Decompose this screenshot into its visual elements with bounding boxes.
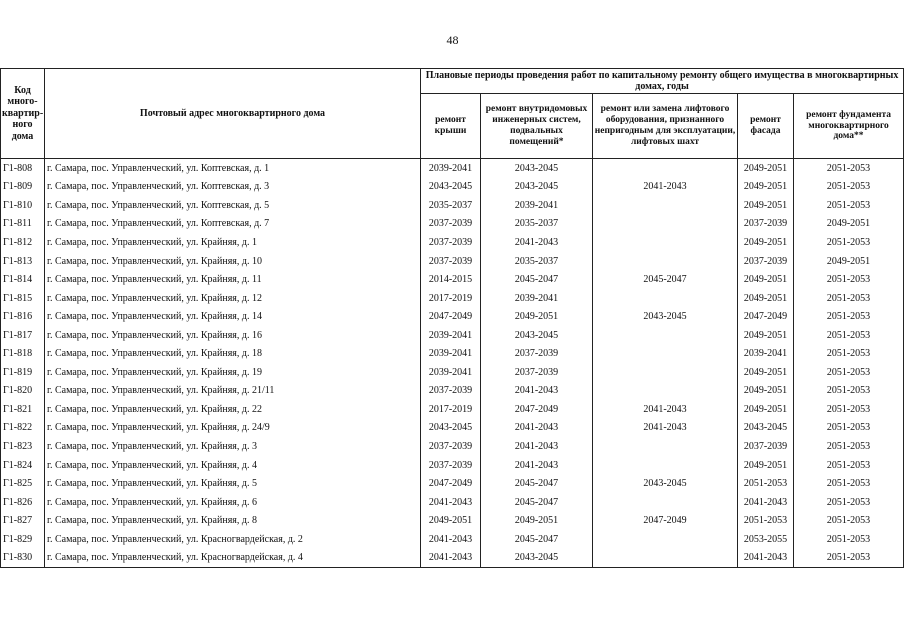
code-cell: Г1-810	[1, 196, 45, 215]
table-row	[1, 178, 904, 197]
address-cell: г. Самара, пос. Управленческий, ул. Крайняя, д. 18	[45, 344, 421, 363]
roof-cell: 2039-2041	[421, 344, 481, 363]
elevator-cell	[593, 363, 738, 382]
code-cell: Г1-816	[1, 307, 45, 326]
systems-cell: 2043-2045	[481, 326, 593, 345]
roof-cell: 2043-2045	[421, 419, 481, 438]
elevator-cell	[593, 196, 738, 215]
roof-cell: 2041-2043	[421, 530, 481, 549]
foundation-cell: 2051-2053	[794, 437, 904, 456]
systems-cell: 2037-2039	[481, 344, 593, 363]
code-cell: Г1-824	[1, 456, 45, 475]
foundation-cell: 2051-2053	[794, 344, 904, 363]
code-cell: Г1-812	[1, 233, 45, 252]
elevator-cell: 2047-2049	[593, 511, 738, 530]
table-row	[1, 326, 904, 345]
table-row	[1, 382, 904, 401]
systems-cell: 2049-2051	[481, 511, 593, 530]
elevator-cell	[593, 326, 738, 345]
elevator-cell: 2045-2047	[593, 270, 738, 289]
header-foundation: ремонт фундамента многоквартирного дома**	[794, 94, 904, 159]
roof-cell: 2035-2037	[421, 196, 481, 215]
foundation-cell: 2051-2053	[794, 289, 904, 308]
table-row	[1, 511, 904, 530]
elevator-cell	[593, 382, 738, 401]
foundation-cell: 2051-2053	[794, 548, 904, 567]
roof-cell: 2037-2039	[421, 382, 481, 401]
elevator-cell	[593, 289, 738, 308]
elevator-cell: 2041-2043	[593, 419, 738, 438]
systems-cell: 2041-2043	[481, 382, 593, 401]
foundation-cell: 2051-2053	[794, 511, 904, 530]
systems-cell: 2041-2043	[481, 233, 593, 252]
code-cell: Г1-823	[1, 437, 45, 456]
address-cell: г. Самара, пос. Управленческий, ул. Крайняя, д. 22	[45, 400, 421, 419]
foundation-cell: 2051-2053	[794, 270, 904, 289]
foundation-cell: 2051-2053	[794, 419, 904, 438]
header-periods: Плановые периоды проведения работ по капитальному ремонту общего имущества в многоквартирных домах, годы	[421, 69, 904, 94]
table-row	[1, 437, 904, 456]
table-row	[1, 233, 904, 252]
facade-cell: 2041-2043	[738, 548, 794, 567]
elevator-cell	[593, 548, 738, 567]
elevator-cell: 2041-2043	[593, 400, 738, 419]
roof-cell: 2039-2041	[421, 159, 481, 178]
systems-cell: 2043-2045	[481, 548, 593, 567]
table-row	[1, 307, 904, 326]
code-cell: Г1-811	[1, 215, 45, 234]
table-row	[1, 548, 904, 567]
foundation-cell: 2051-2053	[794, 493, 904, 512]
facade-cell: 2041-2043	[738, 493, 794, 512]
systems-cell: 2035-2037	[481, 252, 593, 271]
header-code: Код много-квартир-ного дома	[1, 69, 45, 159]
roof-cell: 2049-2051	[421, 511, 481, 530]
code-cell: Г1-808	[1, 159, 45, 178]
foundation-cell: 2051-2053	[794, 159, 904, 178]
code-cell: Г1-817	[1, 326, 45, 345]
table-row	[1, 530, 904, 549]
systems-cell: 2043-2045	[481, 159, 593, 178]
code-cell: Г1-819	[1, 363, 45, 382]
foundation-cell: 2051-2053	[794, 400, 904, 419]
roof-cell: 2017-2019	[421, 289, 481, 308]
facade-cell: 2043-2045	[738, 419, 794, 438]
foundation-cell: 2051-2053	[794, 307, 904, 326]
facade-cell: 2049-2051	[738, 456, 794, 475]
address-cell: г. Самара, пос. Управленческий, ул. Коптевская, д. 7	[45, 215, 421, 234]
systems-cell: 2035-2037	[481, 215, 593, 234]
address-cell: г. Самара, пос. Управленческий, ул. Крайняя, д. 4	[45, 456, 421, 475]
header-facade: ремонт фасада	[738, 94, 794, 159]
table-body	[1, 159, 904, 568]
table-row	[1, 363, 904, 382]
address-cell: г. Самара, пос. Управленческий, ул. Красногвардейская, д. 4	[45, 548, 421, 567]
foundation-cell: 2051-2053	[794, 233, 904, 252]
code-cell: Г1-826	[1, 493, 45, 512]
roof-cell: 2039-2041	[421, 363, 481, 382]
systems-cell: 2045-2047	[481, 493, 593, 512]
code-cell: Г1-815	[1, 289, 45, 308]
facade-cell: 2049-2051	[738, 178, 794, 197]
systems-cell: 2041-2043	[481, 437, 593, 456]
code-cell: Г1-814	[1, 270, 45, 289]
systems-cell: 2045-2047	[481, 270, 593, 289]
table-row	[1, 419, 904, 438]
roof-cell: 2037-2039	[421, 252, 481, 271]
address-cell: г. Самара, пос. Управленческий, ул. Коптевская, д. 5	[45, 196, 421, 215]
code-cell: Г1-829	[1, 530, 45, 549]
address-cell: г. Самара, пос. Управленческий, ул. Крайняя, д. 8	[45, 511, 421, 530]
address-cell: г. Самара, пос. Управленческий, ул. Коптевская, д. 3	[45, 178, 421, 197]
foundation-cell: 2049-2051	[794, 252, 904, 271]
foundation-cell: 2051-2053	[794, 178, 904, 197]
facade-cell: 2053-2055	[738, 530, 794, 549]
address-cell: г. Самара, пос. Управленческий, ул. Крайняя, д. 21/11	[45, 382, 421, 401]
roof-cell: 2014-2015	[421, 270, 481, 289]
facade-cell: 2049-2051	[738, 326, 794, 345]
roof-cell: 2043-2045	[421, 178, 481, 197]
table-row	[1, 400, 904, 419]
code-cell: Г1-827	[1, 511, 45, 530]
systems-cell: 2047-2049	[481, 400, 593, 419]
systems-cell: 2041-2043	[481, 419, 593, 438]
facade-cell: 2047-2049	[738, 307, 794, 326]
elevator-cell	[593, 159, 738, 178]
facade-cell: 2039-2041	[738, 344, 794, 363]
foundation-cell: 2051-2053	[794, 474, 904, 493]
elevator-cell	[593, 530, 738, 549]
facade-cell: 2051-2053	[738, 511, 794, 530]
foundation-cell: 2051-2053	[794, 530, 904, 549]
facade-cell: 2051-2053	[738, 474, 794, 493]
systems-cell: 2045-2047	[481, 474, 593, 493]
elevator-cell	[593, 493, 738, 512]
header-roof: ремонт крыши	[421, 94, 481, 159]
header-systems: ремонт внутридомовых инженерных систем, подвальных помещений*	[481, 94, 593, 159]
code-cell: Г1-813	[1, 252, 45, 271]
code-cell: Г1-818	[1, 344, 45, 363]
header-address: Почтовый адрес многоквартирного дома	[45, 69, 421, 159]
roof-cell: 2017-2019	[421, 400, 481, 419]
table-row	[1, 196, 904, 215]
systems-cell: 2043-2045	[481, 178, 593, 197]
table-row	[1, 474, 904, 493]
capital-repair-table	[0, 68, 904, 568]
facade-cell: 2049-2051	[738, 363, 794, 382]
elevator-cell	[593, 344, 738, 363]
facade-cell: 2049-2051	[738, 289, 794, 308]
foundation-cell: 2051-2053	[794, 382, 904, 401]
table-row	[1, 159, 904, 178]
systems-cell: 2037-2039	[481, 363, 593, 382]
address-cell: г. Самара, пос. Управленческий, ул. Крайняя, д. 10	[45, 252, 421, 271]
code-cell: Г1-822	[1, 419, 45, 438]
header-elevator: ремонт или замена лифтового оборудования, признанного непригодным для эксплуатации, лифтовых шахт	[593, 94, 738, 159]
elevator-cell	[593, 456, 738, 475]
code-cell: Г1-825	[1, 474, 45, 493]
elevator-cell	[593, 252, 738, 271]
table-row	[1, 344, 904, 363]
roof-cell: 2039-2041	[421, 326, 481, 345]
address-cell: г. Самара, пос. Управленческий, ул. Крайняя, д. 19	[45, 363, 421, 382]
address-cell: г. Самара, пос. Управленческий, ул. Крайняя, д. 14	[45, 307, 421, 326]
roof-cell: 2037-2039	[421, 233, 481, 252]
code-cell: Г1-809	[1, 178, 45, 197]
systems-cell: 2039-2041	[481, 196, 593, 215]
facade-cell: 2049-2051	[738, 382, 794, 401]
address-cell: г. Самара, пос. Управленческий, ул. Крайняя, д. 3	[45, 437, 421, 456]
address-cell: г. Самара, пос. Управленческий, ул. Красногвардейская, д. 2	[45, 530, 421, 549]
elevator-cell	[593, 437, 738, 456]
roof-cell: 2037-2039	[421, 456, 481, 475]
facade-cell: 2037-2039	[738, 437, 794, 456]
table-row	[1, 270, 904, 289]
roof-cell: 2037-2039	[421, 437, 481, 456]
roof-cell: 2037-2039	[421, 215, 481, 234]
code-cell: Г1-830	[1, 548, 45, 567]
address-cell: г. Самара, пос. Управленческий, ул. Крайняя, д. 5	[45, 474, 421, 493]
facade-cell: 2049-2051	[738, 233, 794, 252]
foundation-cell: 2049-2051	[794, 215, 904, 234]
address-cell: г. Самара, пос. Управленческий, ул. Крайняя, д. 6	[45, 493, 421, 512]
elevator-cell	[593, 215, 738, 234]
facade-cell: 2049-2051	[738, 159, 794, 178]
table-row	[1, 252, 904, 271]
elevator-cell	[593, 233, 738, 252]
address-cell: г. Самара, пос. Управленческий, ул. Крайняя, д. 24/9	[45, 419, 421, 438]
systems-cell: 2045-2047	[481, 530, 593, 549]
table-row	[1, 289, 904, 308]
roof-cell: 2047-2049	[421, 307, 481, 326]
facade-cell: 2049-2051	[738, 400, 794, 419]
code-cell: Г1-821	[1, 400, 45, 419]
foundation-cell: 2051-2053	[794, 456, 904, 475]
address-cell: г. Самара, пос. Управленческий, ул. Коптевская, д. 1	[45, 159, 421, 178]
facade-cell: 2049-2051	[738, 196, 794, 215]
address-cell: г. Самара, пос. Управленческий, ул. Крайняя, д. 11	[45, 270, 421, 289]
address-cell: г. Самара, пос. Управленческий, ул. Крайняя, д. 16	[45, 326, 421, 345]
roof-cell: 2047-2049	[421, 474, 481, 493]
elevator-cell: 2043-2045	[593, 474, 738, 493]
address-cell: г. Самара, пос. Управленческий, ул. Крайняя, д. 12	[45, 289, 421, 308]
systems-cell: 2039-2041	[481, 289, 593, 308]
roof-cell: 2041-2043	[421, 493, 481, 512]
roof-cell: 2041-2043	[421, 548, 481, 567]
elevator-cell: 2041-2043	[593, 178, 738, 197]
table-row	[1, 493, 904, 512]
foundation-cell: 2051-2053	[794, 363, 904, 382]
facade-cell: 2037-2039	[738, 252, 794, 271]
facade-cell: 2049-2051	[738, 270, 794, 289]
code-cell: Г1-820	[1, 382, 45, 401]
table-row	[1, 456, 904, 475]
systems-cell: 2041-2043	[481, 456, 593, 475]
foundation-cell: 2051-2053	[794, 326, 904, 345]
elevator-cell: 2043-2045	[593, 307, 738, 326]
page-number: 48	[446, 33, 459, 47]
facade-cell: 2037-2039	[738, 215, 794, 234]
foundation-cell: 2051-2053	[794, 196, 904, 215]
systems-cell: 2049-2051	[481, 307, 593, 326]
table-row	[1, 215, 904, 234]
address-cell: г. Самара, пос. Управленческий, ул. Крайняя, д. 1	[45, 233, 421, 252]
